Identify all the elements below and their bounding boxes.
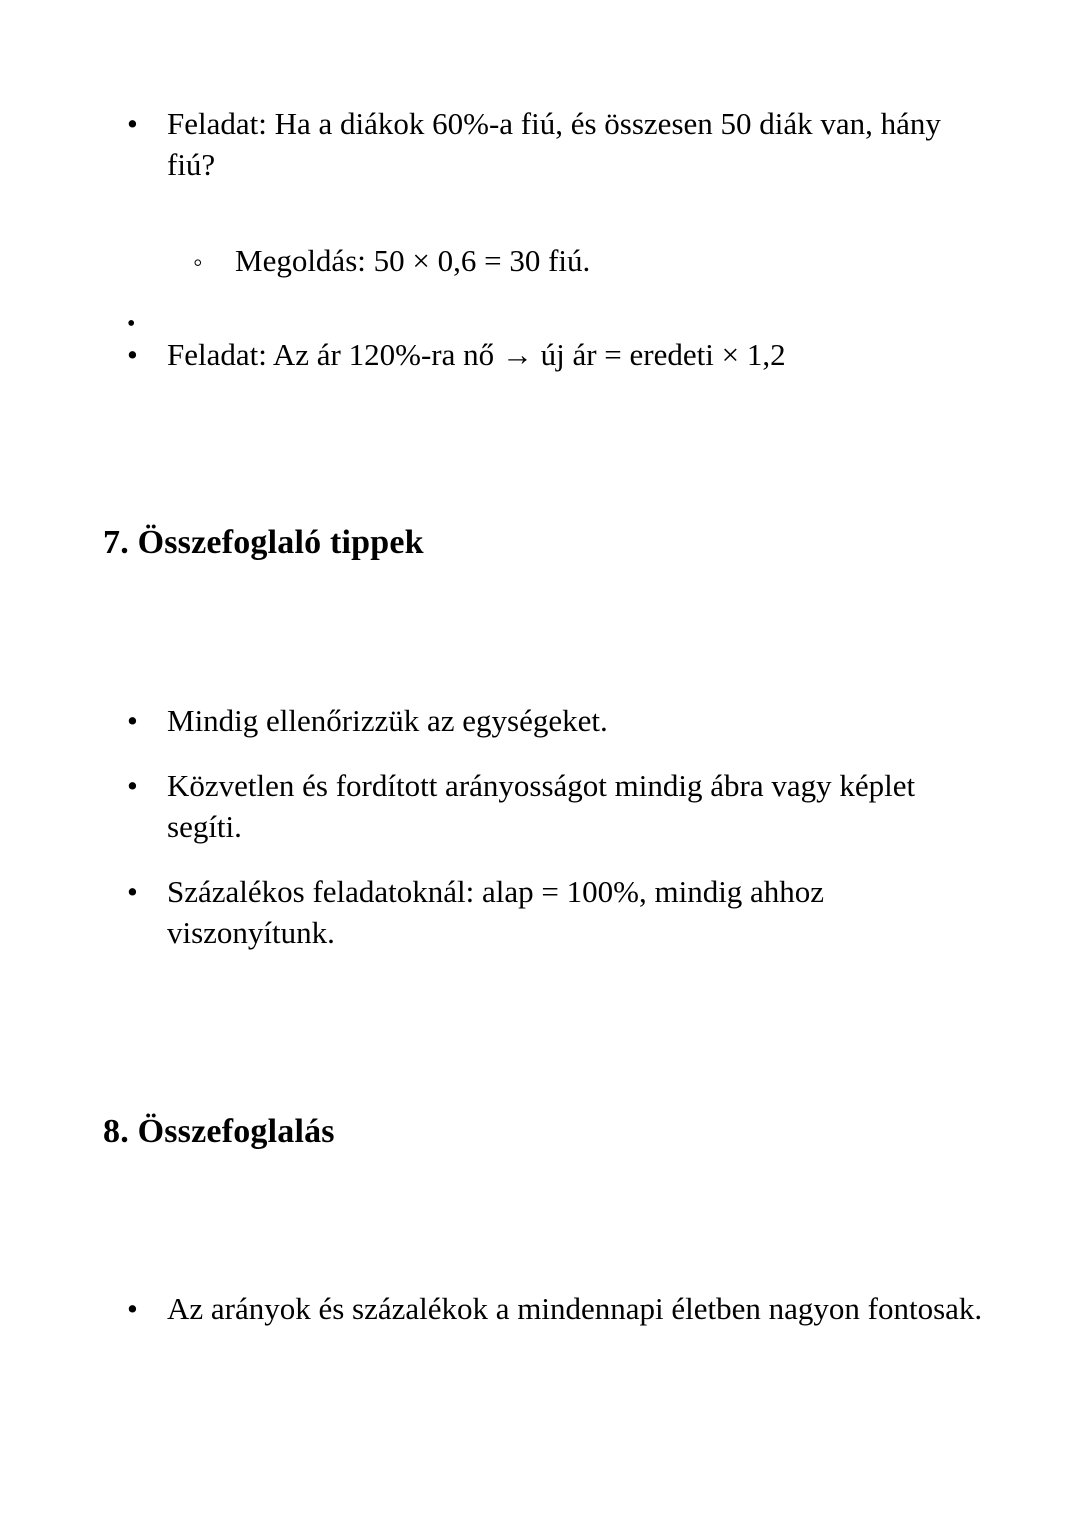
list-item-empty bbox=[103, 314, 983, 334]
list-item-text: Százalékos feladatoknál: alap = 100%, mindig ahhoz viszonyítunk. bbox=[167, 874, 825, 950]
list-item bbox=[103, 700, 983, 741]
section-8-summary-block bbox=[103, 1288, 983, 1333]
tasks-block bbox=[103, 103, 983, 379]
list-item bbox=[103, 871, 983, 953]
tasks-list bbox=[103, 103, 983, 375]
list-item bbox=[103, 765, 983, 847]
bullet-filled-icon bbox=[127, 334, 151, 375]
page-title-section-8: 8. Összefoglalás bbox=[103, 1113, 335, 1150]
bullet-filled-icon bbox=[127, 871, 151, 912]
bullet-filled-icon bbox=[127, 700, 151, 741]
list-item bbox=[103, 334, 983, 375]
tips-list bbox=[103, 700, 983, 953]
list-item bbox=[103, 1288, 983, 1329]
bullet-filled-icon bbox=[127, 103, 151, 144]
page-title-section-7: 7. Összefoglaló tippek bbox=[103, 524, 424, 561]
list-item-text: Megoldás: 50 × 0,6 = 30 fiú. bbox=[235, 243, 591, 278]
list-item-text: Az arányok és százalékok a mindennapi életben nagyon fontosak. bbox=[167, 1291, 983, 1326]
bullet-hollow-icon bbox=[193, 240, 217, 283]
section-8-heading-block bbox=[103, 1110, 983, 1154]
section-7-tips-block bbox=[103, 700, 983, 953]
bullet-filled-icon bbox=[127, 314, 151, 334]
list-item-text: Közvetlen és fordított arányosságot mindig ábra vagy képlet segíti. bbox=[167, 768, 916, 844]
list-item-text: Feladat: Ha a diákok 60%-a fiú, és összesen 50 diák van, hány fiú? bbox=[167, 106, 941, 182]
section-7-heading-block bbox=[103, 521, 983, 565]
list-item-sub bbox=[103, 240, 983, 281]
list-item-text: Mindig ellenőrizzük az egységeket. bbox=[167, 703, 608, 738]
list-item bbox=[103, 103, 983, 185]
list-item-text: Feladat: Az ár 120%-ra nő → új ár = eredeti × 1,2 bbox=[167, 337, 786, 372]
bullet-filled-icon bbox=[127, 765, 151, 806]
summary-list bbox=[103, 1288, 983, 1329]
bullet-filled-icon bbox=[127, 1288, 151, 1329]
